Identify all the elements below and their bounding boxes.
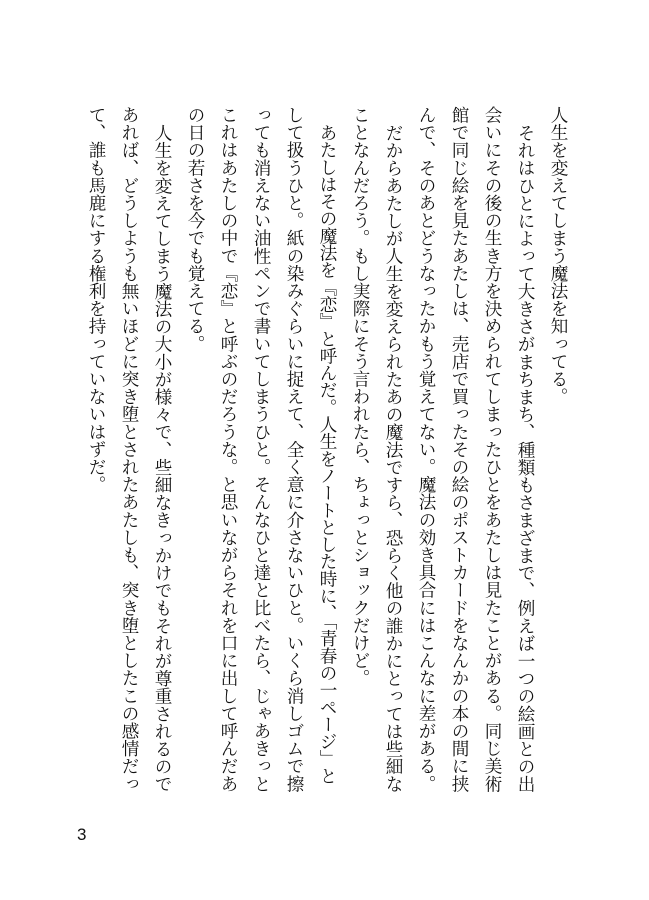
text-line: 館で同じ絵を見たあたしは、売店で買ったその絵のポストカードをなんかの本の間に挟 — [449, 106, 469, 793]
text-line: て、誰も馬鹿にする権利を持っていないはずだ。 — [86, 106, 106, 494]
text-line: あたしはその魔法を『恋』と呼んだ。人生をノートとした時に、「青春の一ページ」と — [317, 123, 337, 784]
page-number: 3 — [77, 825, 87, 844]
text-line: っても消えない油性ペンで書いてしまうひと。そんなひと達と比べたら、じゃあきっと — [251, 106, 271, 793]
text-line: 人生を変えてしまう魔法の大小が様々で、些細なきっかけでもそれが尊重されるので — [152, 123, 172, 793]
text-line: 会いにその後の生き方を決められてしまったひとをあたしは見たことがある。同じ美術 — [482, 106, 502, 793]
text-line: それはひとによって大きさがまちまち、種類もさまざまで、例えば一つの絵画との出 — [515, 123, 535, 793]
text-line: 人生を変えてしまう魔法を知ってる。 — [548, 106, 568, 406]
text-line: んで、そのあとどうなったかもう覚えてない。魔法の効き具合にはこんなに差がある。 — [416, 106, 436, 793]
text-line: して扱うひと。紙の染みぐらいに捉えて、全く意に介さないひと。いくら消しゴムで擦 — [284, 106, 304, 793]
text-line: ことなんだろう。もし実際にそう言われたら、ちょっとショックだけど。 — [350, 106, 370, 687]
text-line: の日の若さを今でも覚えてる。 — [185, 106, 205, 353]
body-text — [79, 106, 574, 806]
text-line: だからあたしが人生を変えられたあの魔法ですら、恐らく他の誰かにとっては些細な — [383, 123, 403, 793]
text-line: これはあたしの中で『恋』と呼ぶのだろうな。と思いながらそれを口に出して呼んだあ — [218, 106, 238, 793]
text-line: あれば、どうしようも無いほどに突き堕とされたあたしも、突き堕としたこの感情だっ — [119, 106, 139, 793]
